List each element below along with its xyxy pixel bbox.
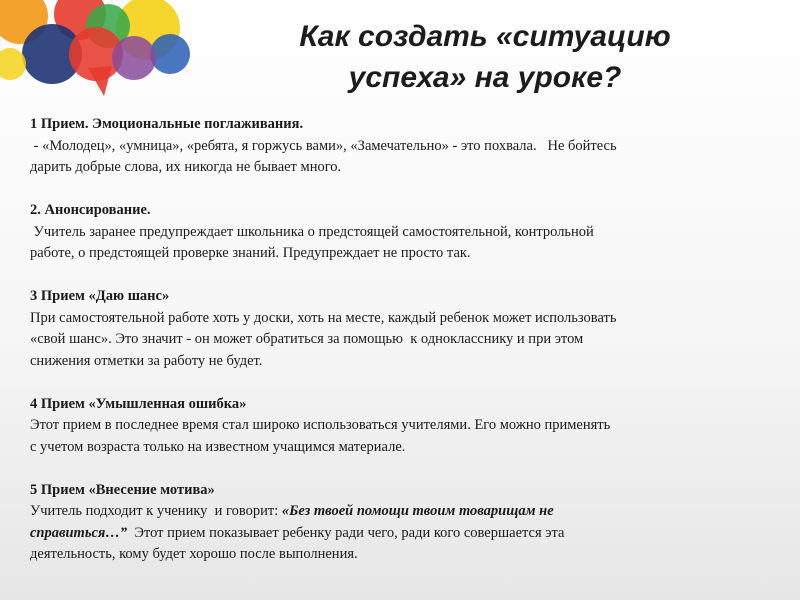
speech-bubbles-decoration <box>0 0 200 110</box>
technique-4-heading: 4 Прием «Умышленная ошибка» <box>30 395 247 412</box>
purple-bubble <box>112 36 156 80</box>
technique-2 <box>30 200 760 265</box>
technique-5-explanation: Этот прием показывает ребенку ради чего, ради кого совершается эта <box>127 524 565 541</box>
technique-5-quote-end: справиться…” <box>30 524 128 541</box>
technique-1-heading: 1 Прием. Эмоциональные поглаживания. <box>30 116 304 132</box>
techniques-list <box>30 114 760 566</box>
technique-5-line-3: деятельность, кому будет хорошо после выполнения. <box>30 546 358 562</box>
title-line-2: успеха» на уроке? <box>348 61 622 94</box>
technique-5-heading: 5 Прием «Внесение мотива» <box>30 481 215 498</box>
technique-4 <box>30 394 760 459</box>
technique-3-line-2: «свой шанс». Это значит - он может обратиться за помощью к однокласснику и при этом <box>30 331 584 347</box>
technique-5-intro: Учитель подходит к ученику и говорит: <box>30 503 282 519</box>
technique-3-line-3: снижения отметки за работу не будет. <box>30 352 263 369</box>
technique-4-line-1: Этот прием в последнее время стал широко использоваться учителями. Его можно применять <box>30 417 611 433</box>
technique-5-line-2 <box>30 523 760 545</box>
technique-3 <box>30 286 760 372</box>
title-line-1: Как создать «ситуацию <box>299 20 671 53</box>
technique-4-line-2: с учетом возраста только на известном учащимся материале. <box>30 438 406 455</box>
slide-title <box>230 16 740 98</box>
technique-2-line-2: работе, о предстоящей проверке знаний. Предупреждает не просто так. <box>30 245 471 261</box>
technique-2-heading: 2. Анонсирование. <box>30 202 151 218</box>
technique-2-line-1: Учитель заранее предупреждает школьника о предстоящей самостоятельной, контрольной <box>30 223 594 240</box>
technique-5-quote-start: «Без твоей помощи твоим товарищам не <box>281 503 554 519</box>
technique-3-line-1: При самостоятельной работе хоть у доски, хоть на месте, каждый ребенок может использовать <box>30 309 617 326</box>
technique-1-line-1: - «Молодец», «умница», «ребята, я горжусь вами», «Замечательно» - это похвала. Не бойтесь <box>30 137 617 154</box>
technique-1 <box>30 114 760 179</box>
technique-1-line-2: дарить добрые слова, их никогда не бывает много. <box>30 159 342 175</box>
technique-5-line-1 <box>30 501 760 523</box>
technique-5 <box>30 480 760 566</box>
technique-3-heading: 3 Прием «Даю шанс» <box>30 288 170 304</box>
blue-bubble <box>150 34 190 74</box>
